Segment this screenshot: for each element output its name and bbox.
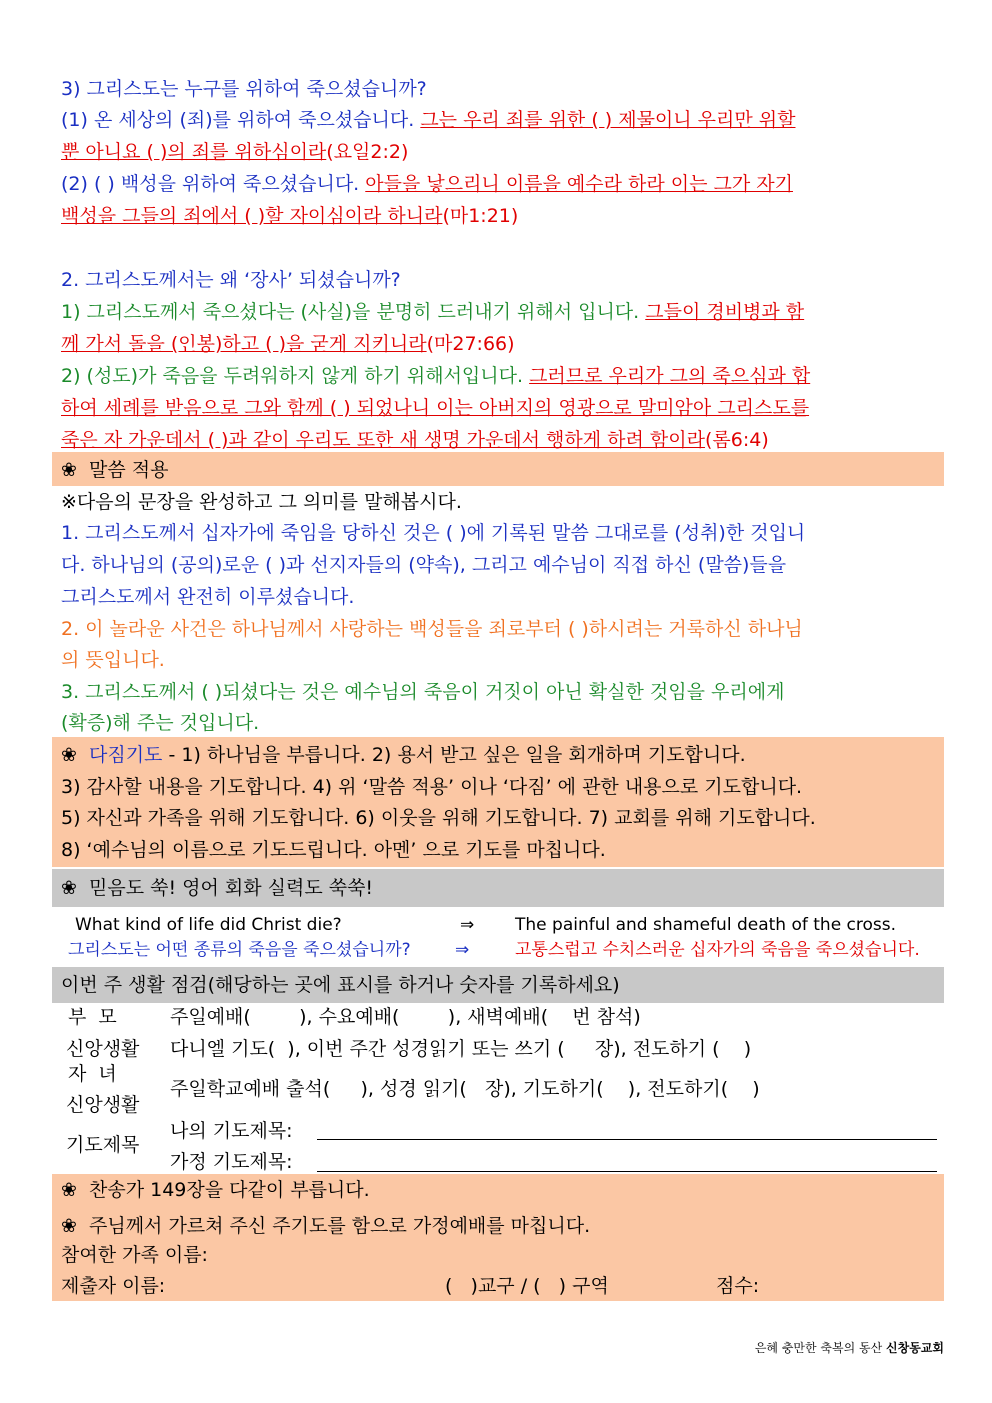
arrow-right-icon: ⇒ <box>455 940 470 960</box>
lords-prayer-line <box>61 1211 937 1241</box>
apply-intro: ※다음의 문장을 완성하고 그 의미를 말해봅시다. <box>61 491 462 513</box>
apply-s1-line3: 그리스도께서 완전히 이루셨습니다. <box>61 586 355 608</box>
apply-s1-line1: 1. 그리스도께서 십자가에 죽임을 당하신 것은 ( )에 기록된 말씀 그대로를 (성취)한 것입니 <box>61 522 806 544</box>
footer-slogan: 은혜 충만한 축복의 동산 <box>754 1341 883 1355</box>
apply-s2-line1: 2. 이 놀라운 사건은 하나님께서 사랑하는 백성들을 죄로부터 ( )하시려는 거룩하신 하나님 <box>61 618 803 640</box>
q3-answer1-verse-a: 그는 우리 죄를 위한 ( ) 제물이니 우리만 위할 <box>420 109 796 131</box>
english-header <box>61 873 937 903</box>
english-answer: The painful and shameful death of the cross. <box>515 915 897 935</box>
q3-answer2-verse-a: 아들을 낳으리니 이름을 예수라 하라 이는 그가 자기 <box>365 173 793 195</box>
q2-answer1-line1 <box>61 297 937 327</box>
q3-answer1-ref: (요일2:2) <box>326 141 409 163</box>
english-header-label: 믿음도 쑥! 영어 회화 실력도 쑥쑥! <box>89 877 374 899</box>
english-question: What kind of life did Christ die? <box>75 915 342 935</box>
q2-answer2-verse-b: 하여 세례를 받음으로 그와 함께 ( ) 되었나니 이는 아버지의 영광으로 말미암아 그리스도를 <box>61 397 810 419</box>
apply-s3-line1: 3. 그리스도께서 ( )되셨다는 것은 예수님의 죽음이 거짓이 아닌 확실한 것임을 우리에게 <box>61 681 785 703</box>
q2-answer2-verse-c: 죽은 자 가운데서 ( )과 같이 우리도 또한 새 생명 가운데서 행하게 하려 함이라 <box>61 429 705 451</box>
my-prayer-label: 나의 기도제목: <box>170 1120 293 1142</box>
apply-header-label: 말씀 적용 <box>89 459 169 481</box>
flower-icon: ❀ <box>61 459 77 481</box>
apply-s1-line2: 다. 하나님의 (공의)로운 ( )과 선지자들의 (약속), 그리고 예수님이 직접 하신 (말씀)들을 <box>61 554 787 576</box>
apply-header <box>61 455 937 485</box>
family-prayer-label: 가정 기도제목: <box>170 1151 293 1173</box>
prayer-line3: 5) 자신과 가족을 위해 기도합니다. 6) 이웃을 위해 기도합니다. 7) 교회를 위해 기도합니다. <box>61 807 816 829</box>
q2-answer2-line3 <box>61 425 937 455</box>
child-label2: 신앙생활 <box>66 1094 140 1116</box>
parent-row: 주일예배( ), 수요예배( ), 새벽예배( 번 참석) <box>170 1006 641 1028</box>
q3-answer1-line1 <box>61 105 937 135</box>
faith-row: 다니엘 기도( ), 이번 주간 성경읽기 또는 쓰기 ( 장), 전도하기 ( ) <box>170 1038 752 1060</box>
q2-answer2-line2 <box>61 393 937 423</box>
flower-icon: ❀ <box>61 744 77 766</box>
prayer-topics-label: 기도제목 <box>66 1134 140 1156</box>
q2-title: 2. 그리스도께서는 왜 ‘장사’ 되셨습니까? <box>61 269 401 291</box>
apply-s2-line2: 의 뜻입니다. <box>61 649 165 671</box>
q3-title: 3) 그리스도는 누구를 위하여 죽으셨습니까? <box>61 78 427 100</box>
q3-answer1-line2 <box>61 137 937 167</box>
parent-label: 부 모 <box>68 1006 117 1028</box>
q2-answer1-line2 <box>61 329 937 359</box>
footer <box>755 1339 944 1357</box>
q2-answer1-ref: (마27:66) <box>426 333 515 355</box>
korean-answer: 고통스럽고 수치스러운 십자가의 죽음을 죽으셨습니다. <box>515 940 920 960</box>
lords-prayer-text: 주님께서 가르쳐 주신 주기도를 함으로 가정예배를 마칩니다. <box>89 1215 591 1237</box>
prayer-line2: 3) 감사할 내용을 기도합니다. 4) 위 ‘말씀 적용’ 이나 ‘다짐’ 에 관한 내용으로 기도합니다. <box>61 776 803 798</box>
q3-answer2-verse-b: 백성을 그들의 죄에서 ( )할 자이심이라 하니라 <box>61 205 443 227</box>
q2-answer1-verse-b: 께 가서 돌을 (인봉)하고 ( )을 굳게 지키니라 <box>61 333 427 355</box>
footer-church-name: 신창동교회 <box>886 1341 944 1355</box>
q2-answer1-prefix: 1) 그리스도께서 죽으셨다는 (사실)을 분명히 드러내기 위해서 입니다. <box>61 301 646 323</box>
hymn-text: 찬송가 149장을 다같이 부릅니다. <box>89 1179 370 1201</box>
district-field: ( )교구 / ( ) 구역 <box>445 1275 609 1297</box>
faith-label: 신앙생활 <box>66 1038 140 1060</box>
prayer-line1 <box>61 740 937 770</box>
q3-answer1-verse-b: 뿐 아니요 ( )의 죄를 위하심이라 <box>61 141 327 163</box>
child-row: 주일학교예배 출석( ), 성경 읽기( 장), 기도하기( ), 전도하기( ) <box>170 1078 760 1100</box>
korean-question: 그리스도는 어떤 종류의 죽음을 죽으셨습니까? <box>68 940 411 960</box>
flower-icon: ❀ <box>61 1215 77 1237</box>
hymn-line <box>61 1175 937 1205</box>
score-label: 점수: <box>716 1275 760 1297</box>
my-prayer-input[interactable] <box>317 1139 937 1140</box>
arrow-right-icon: ⇒ <box>460 915 475 935</box>
q3-answer2-line2 <box>61 201 937 231</box>
q2-answer2-prefix: 2) (성도)가 죽음을 두려워하지 않게 하기 위해서입니다. <box>61 365 530 387</box>
apply-s3-line2: (확증)해 주는 것입니다. <box>61 712 260 734</box>
prayer-line4: 8) ‘예수님의 이름으로 기도드립니다. 아멘’ 으로 기도를 마칩니다. <box>61 839 606 861</box>
submitter-label: 제출자 이름: <box>61 1275 166 1297</box>
check-header: 이번 주 생활 점검(해당하는 곳에 표시를 하거나 숫자를 기록하세요) <box>61 974 620 996</box>
q2-answer2-ref: (롬6:4) <box>704 429 769 451</box>
q3-answer2-prefix: (2) ( ) 백성을 위하여 죽으셨습니다. <box>61 173 366 195</box>
flower-icon: ❀ <box>61 877 77 899</box>
family-names-label: 참여한 가족 이름: <box>61 1244 208 1266</box>
flower-icon: ❀ <box>61 1179 77 1201</box>
q2-answer1-verse-a: 그들이 경비병과 함 <box>645 301 805 323</box>
q3-answer2-line1 <box>61 169 937 199</box>
q2-answer2-line1 <box>61 361 937 391</box>
q3-answer2-ref: (마1:21) <box>442 205 519 227</box>
prayer-step1: - 1) 하나님을 부릅니다. 2) 용서 받고 싶은 일을 회개하며 기도합니다. <box>162 744 746 766</box>
prayer-label: 다짐기도 <box>89 744 163 766</box>
q2-answer2-verse-a: 그러므로 우리가 그의 죽으심과 합 <box>529 365 811 387</box>
family-prayer-input[interactable] <box>317 1171 937 1172</box>
q3-answer1-prefix: (1) 온 세상의 (죄)를 위하여 죽으셨습니다. <box>61 109 421 131</box>
child-label: 자 녀 <box>68 1063 117 1085</box>
